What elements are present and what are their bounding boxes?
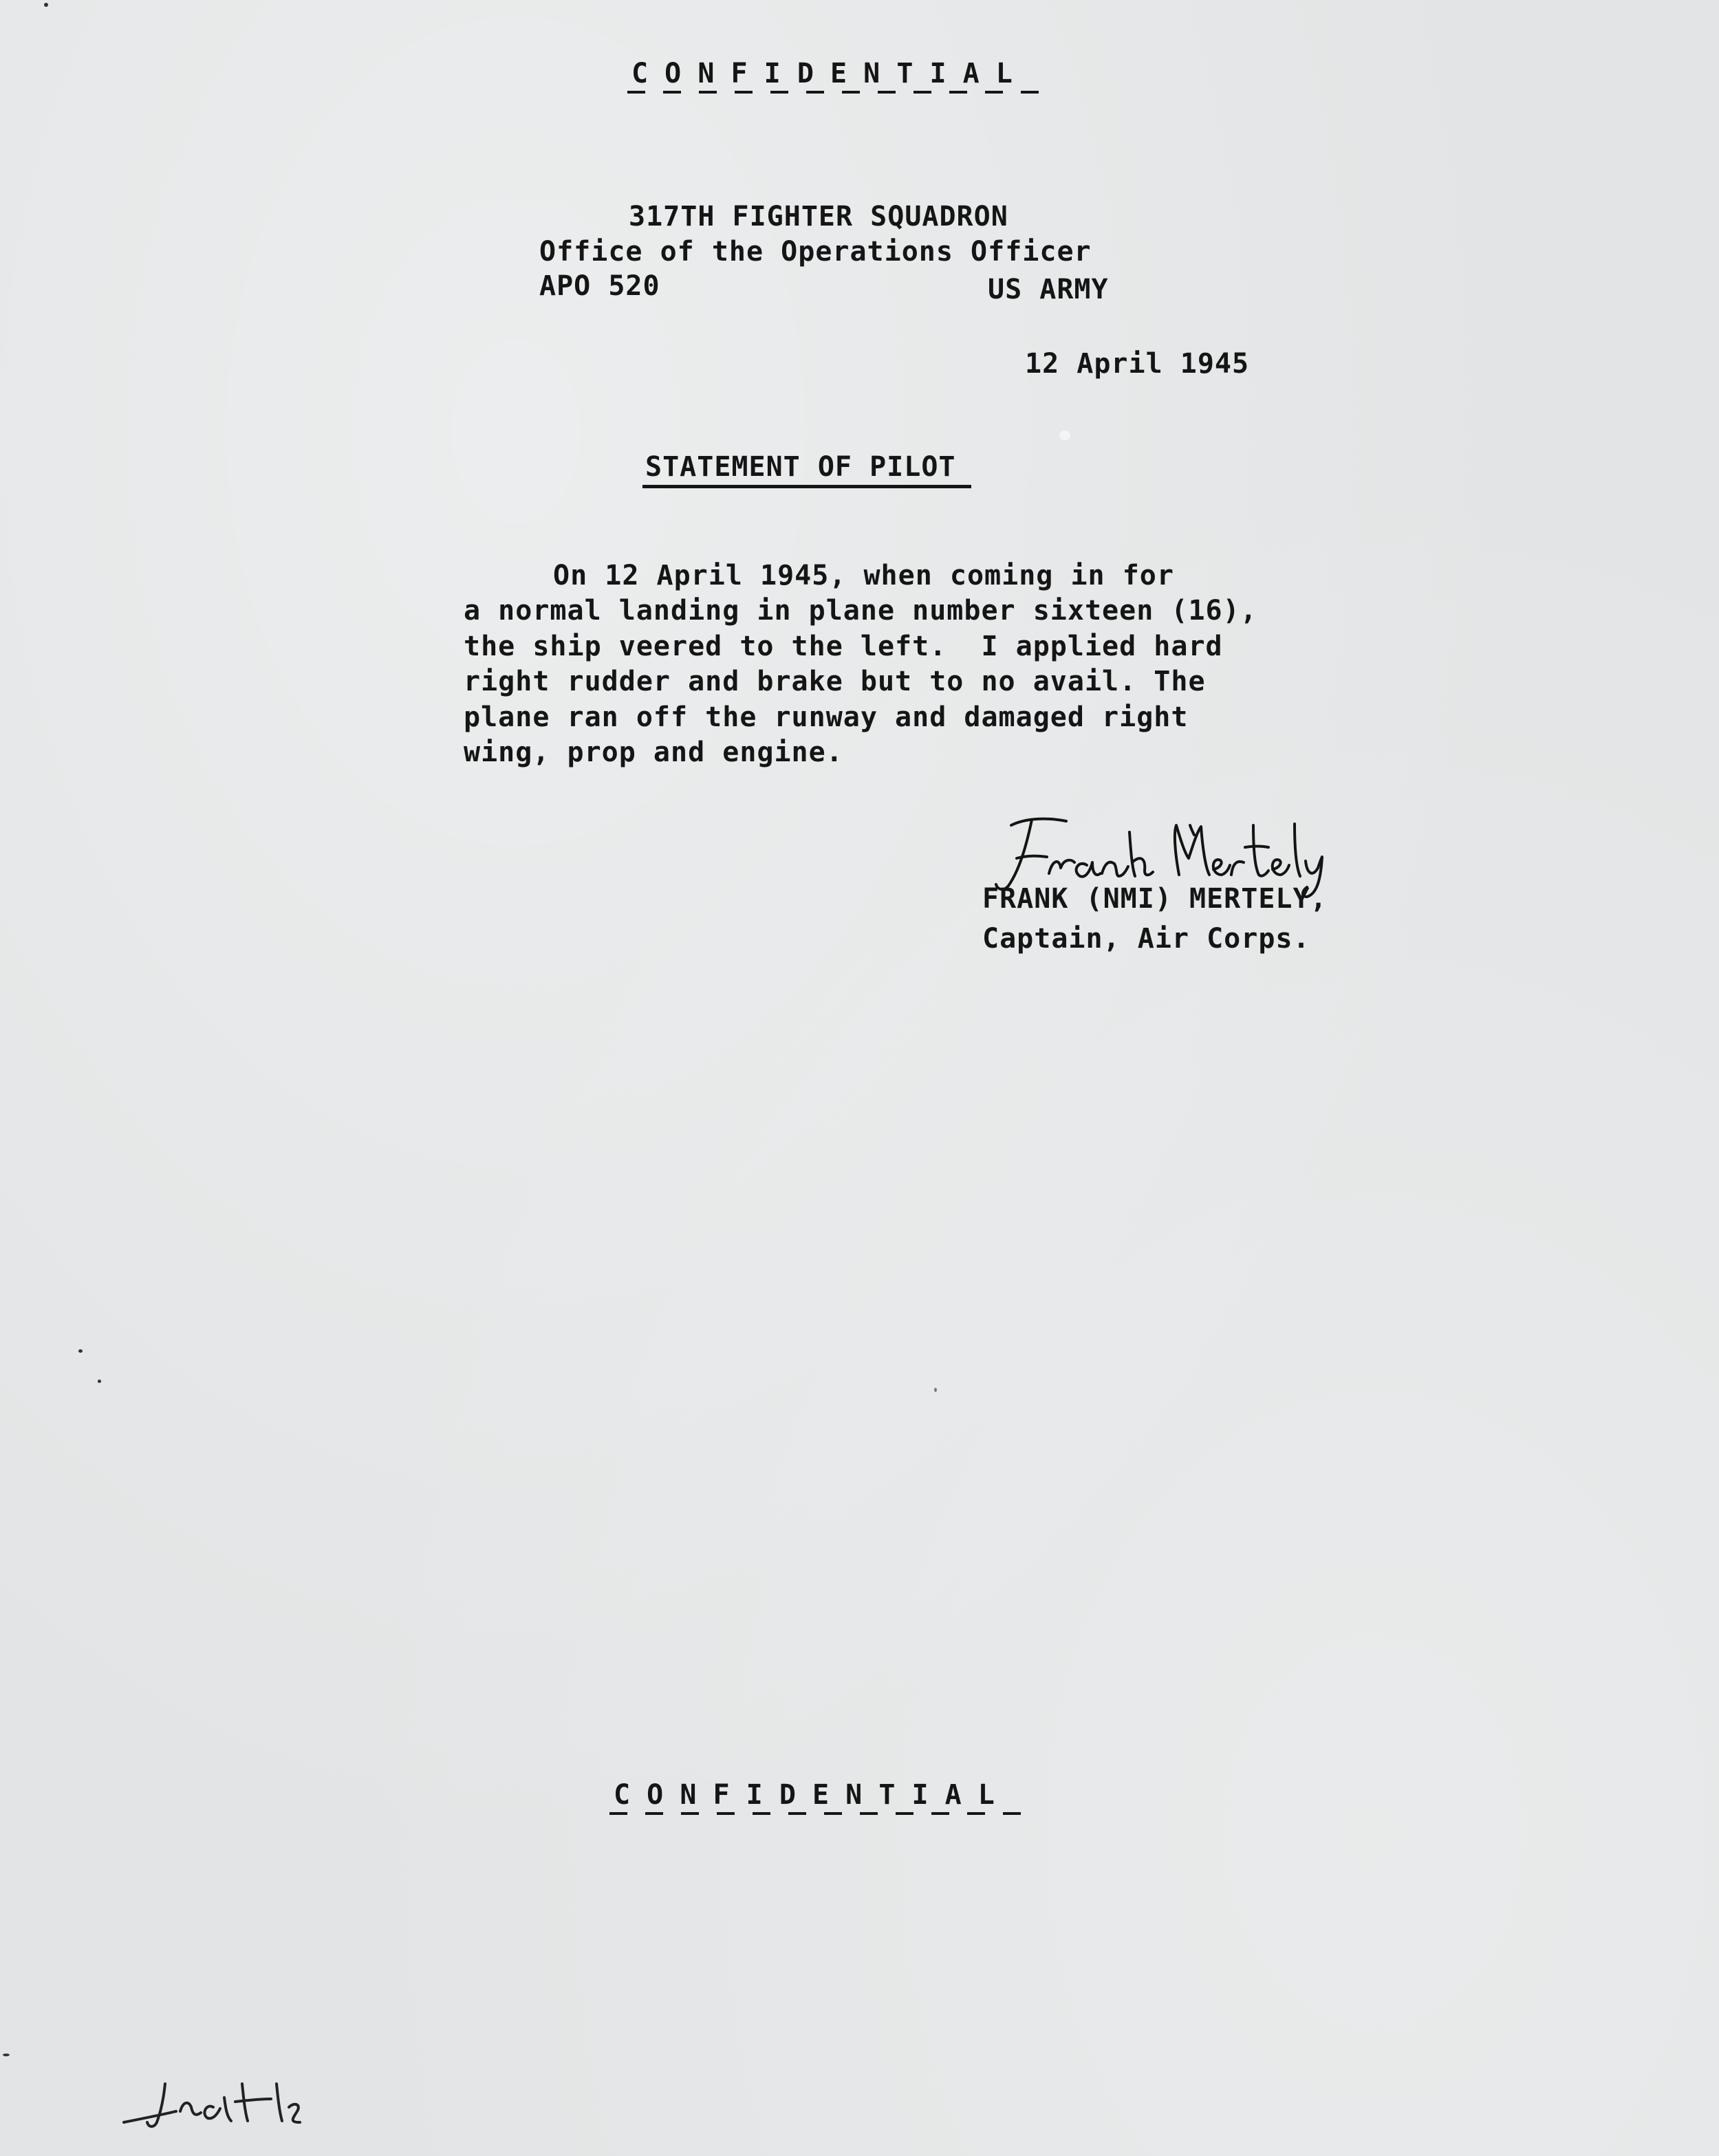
header-classification: C O N F I D E N T I A L (631, 58, 1013, 89)
statement-line: plane ran off the runway and damaged right (464, 701, 1189, 733)
handwritten-margin-note (117, 2056, 392, 2139)
footer-classification-underline (609, 1812, 1030, 1815)
film-speck (934, 1388, 937, 1392)
film-speck (98, 1380, 101, 1383)
film-speck (3, 2054, 10, 2056)
apo-line: APO 520 (539, 270, 660, 302)
document-title: STATEMENT OF PILOT (645, 451, 956, 483)
header-classification-underline (627, 91, 1048, 94)
statement-line: the ship veered to the left. I applied hard (464, 631, 1223, 662)
unit-name: 317TH FIGHTER SQUADRON (629, 201, 1008, 232)
statement-line: right rudder and brake but to no avail. The (464, 666, 1206, 697)
document-date: 12 April 1945 (1025, 348, 1250, 380)
film-speck (44, 3, 48, 7)
statement-line: a normal landing in plane number sixteen (16), (464, 595, 1257, 627)
signer-name: FRANK (NMI) MERTELY, (982, 883, 1328, 915)
signer-rank: Captain, Air Corps. (982, 923, 1310, 955)
service-line: US ARMY (988, 274, 1109, 305)
statement-line: wing, prop and engine. (464, 737, 843, 768)
office-line: Office of the Operations Officer (539, 236, 1092, 268)
statement-line: On 12 April 1945, when coming in for (553, 560, 1174, 591)
film-speck (78, 1349, 83, 1353)
title-underline (642, 485, 971, 488)
footer-classification: C O N F I D E N T I A L (614, 1779, 995, 1811)
film-speck (1059, 431, 1070, 440)
